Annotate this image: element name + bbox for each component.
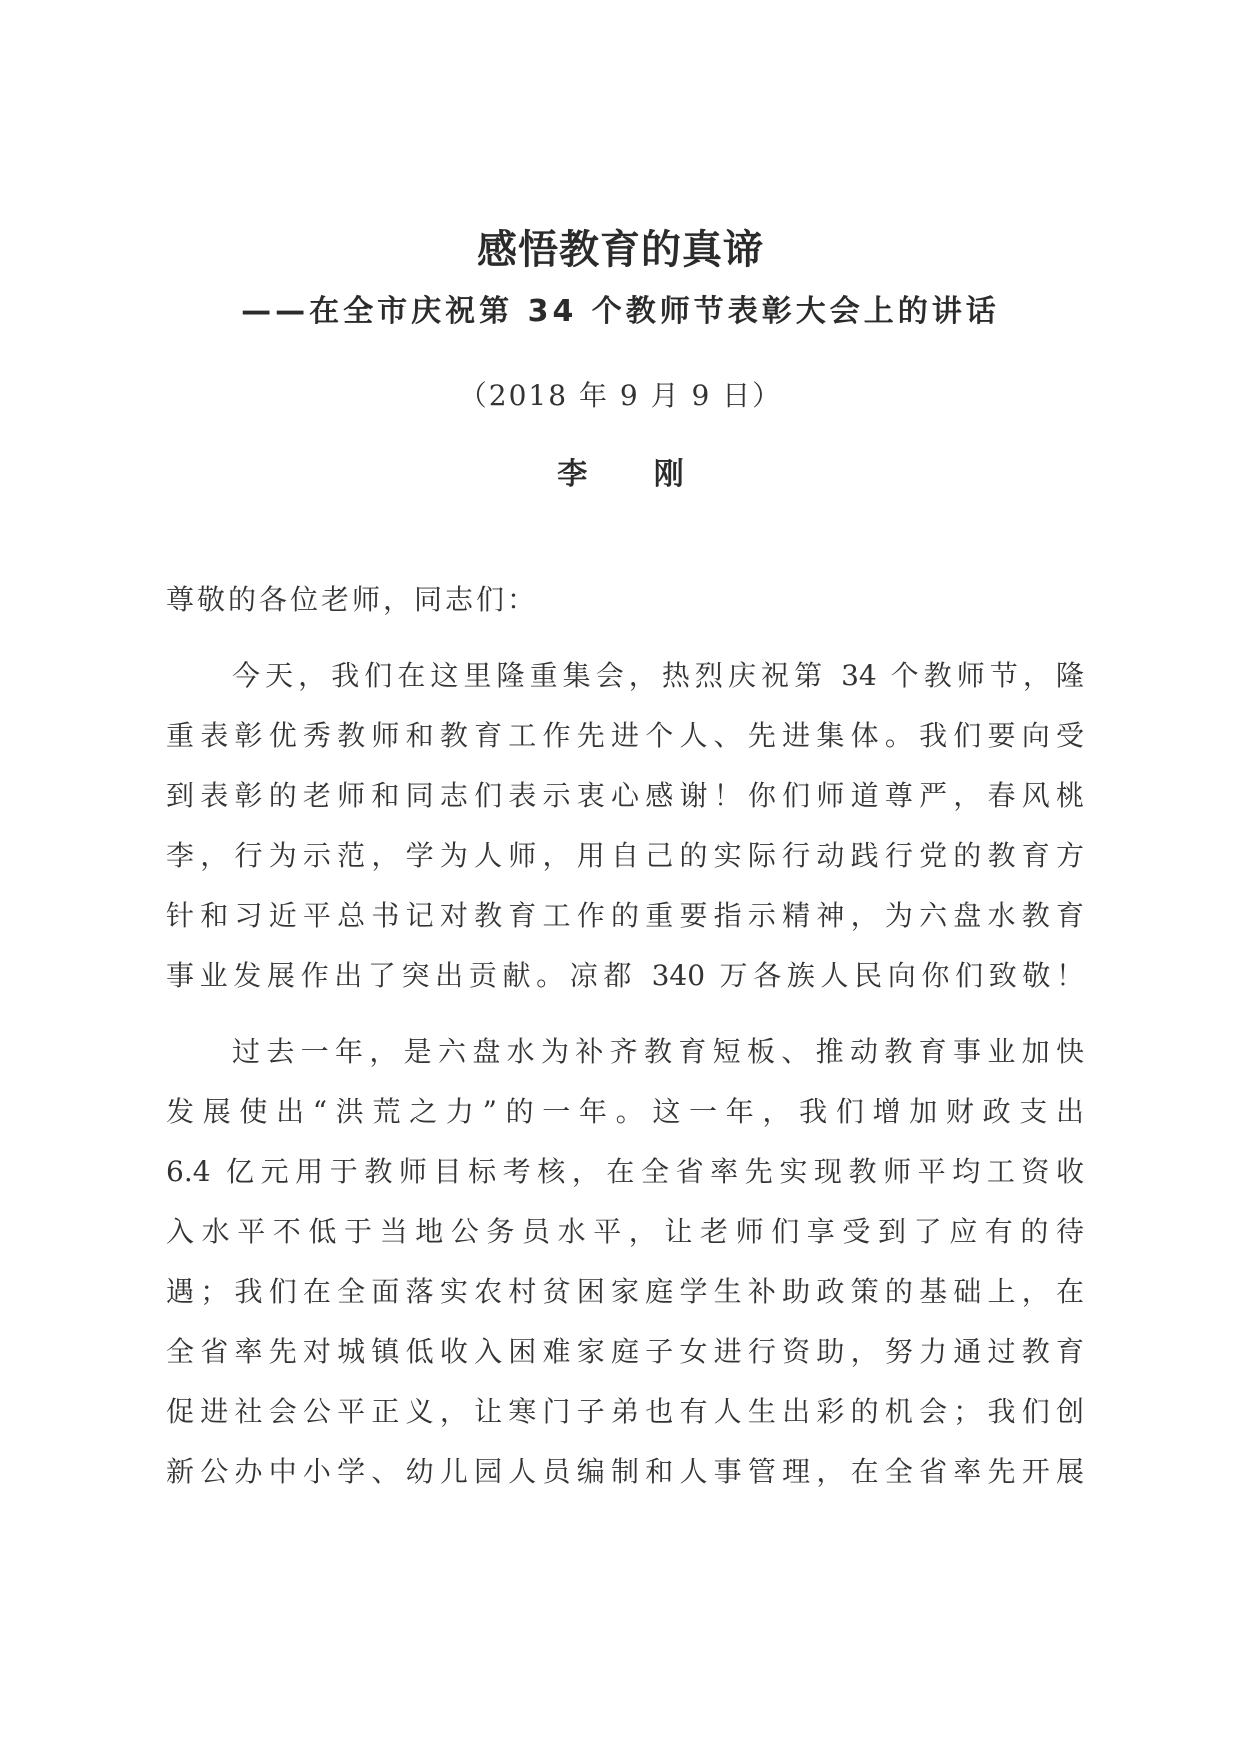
paragraph-line: 今天，我们在这里隆重集会，热烈庆祝第 34 个教师节，隆 [232,659,1084,692]
paragraph-line: 发展使出“洪荒之力”的一年。这一年，我们增加财政支出 [166,1095,1084,1128]
paragraph-line: 新公办中小学、幼儿园人员编制和人事管理，在全省率先开展 [166,1455,1084,1488]
paragraph-line: 李，行为示范，学为人师，用自己的实际行动践行党的教育方 [166,839,1084,872]
paragraph-line: 遇；我们在全面落实农村贫困家庭学生补助政策的基础上，在 [166,1275,1084,1308]
paragraph-line: 针和习近平总书记对教育工作的重要指示精神，为六盘水教育 [166,899,1084,932]
speech-title: 感悟教育的真谛 [477,227,764,273]
paragraph-line: 促进社会公平正义，让寒门子弟也有人生出彩的机会；我们创 [166,1395,1084,1428]
paragraph-gap [166,630,1084,646]
paragraph-line: 入水平不低于当地公务员水平，让老师们享受到了应有的待 [166,1215,1084,1248]
speech-author: 李 刚 [557,457,712,492]
paragraph-1 [166,646,1084,1006]
speech-body [166,570,1084,1502]
paragraph-line: 事业发展作出了突出贡献。凉都 340 万各族人民向你们致敬！ [166,959,1084,992]
paragraph-line: 6.4 亿元用于教师目标考核，在全省率先实现教师平均工资收 [166,1155,1084,1188]
speech-date: （2018 年 9 月 9 日） [458,379,783,412]
paragraph-line: 过去一年，是六盘水为补齐教育短板、推动教育事业加快 [232,1035,1084,1068]
paragraph-line: 重表彰优秀教师和教育工作先进个人、先进集体。我们要向受 [166,719,1084,752]
paragraph-2 [166,1022,1084,1502]
paragraph-line: 到表彰的老师和同志们表示衷心感谢！你们师道尊严，春风桃 [166,779,1084,812]
speech-subtitle: ——在全市庆祝第 34 个教师节表彰大会上的讲话 [241,294,1000,329]
paragraph-line: 全省率先对城镇低收入困难家庭子女进行资助，努力通过教育 [166,1335,1084,1368]
salutation: 尊敬的各位老师，同志们： [166,583,539,616]
paragraph-gap [166,1006,1084,1022]
